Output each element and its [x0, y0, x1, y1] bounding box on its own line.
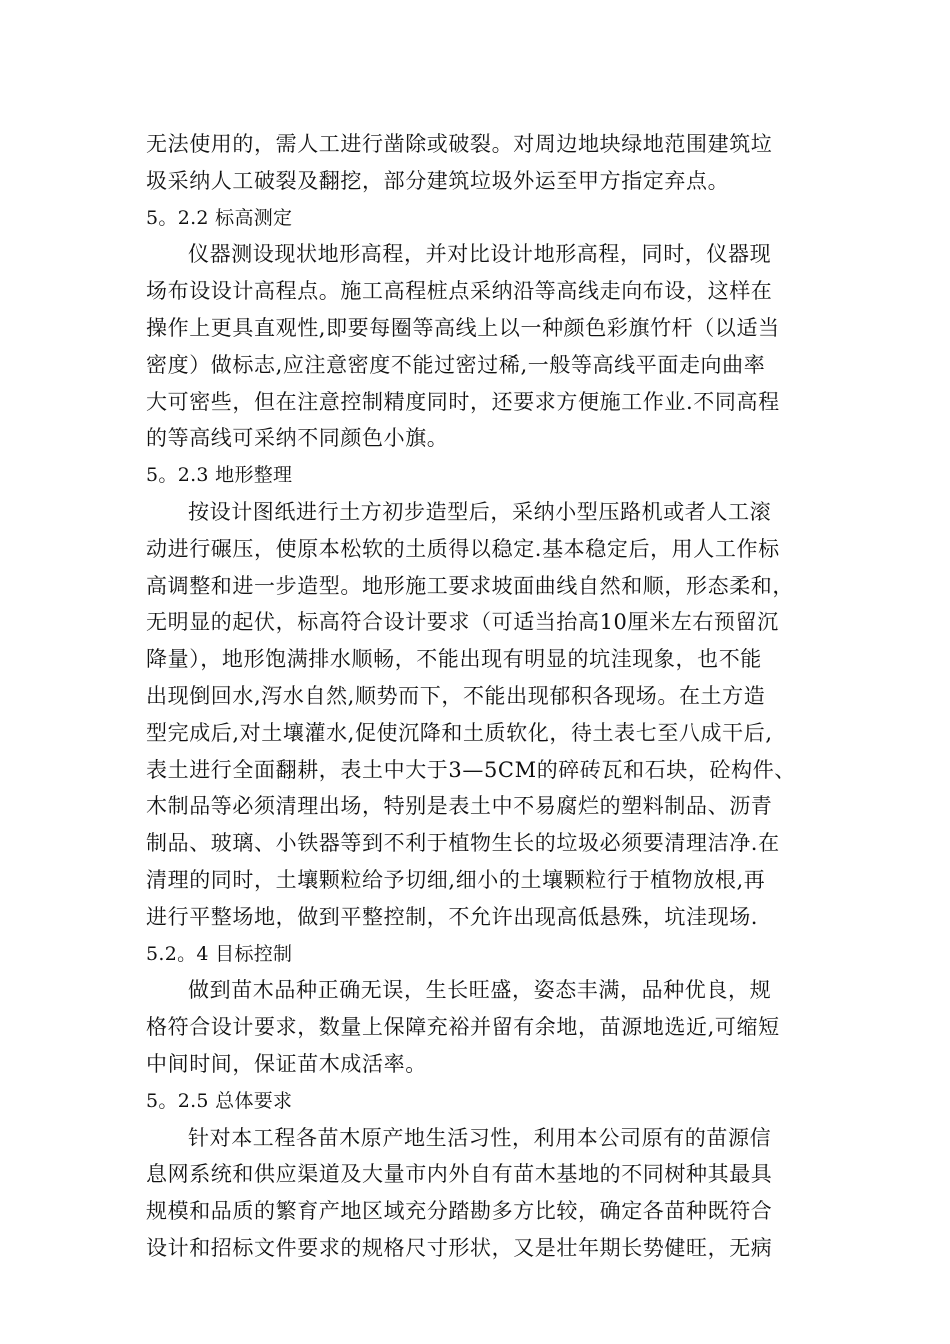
text-line: 的等高线可采纳不同颜色小旗。 [146, 426, 449, 451]
text-line: 木制品等必须清理出场，特别是表土中不易腐烂的塑料制品、沥青 [146, 794, 773, 819]
text-line: 设计和招标文件要求的规格尺寸形状，又是壮年期长势健旺，无病 [146, 1235, 773, 1260]
paragraph-first-line: 做到苗木品种正确无误，生长旺盛，姿态丰满，品种优良，规 [188, 978, 772, 1003]
document-body [146, 126, 826, 1267]
section-heading: 5。2.5 总体要求 [146, 1089, 293, 1112]
text-line: 格符合设计要求，数量上保障充裕并留有余地，苗源地选近,可缩短 [146, 1015, 780, 1040]
paragraph-first-line: 针对本工程各苗木原产地生活习性，利用本公司原有的苗源信 [188, 1125, 772, 1150]
paragraph-first-line: 仪器测设现状地形高程，并对比设计地形高程，同时，仪器现 [188, 242, 772, 267]
text-line: 出现倒回水,泻水自然,顺势而下，不能出现郁积各现场。在土方造 [146, 683, 766, 708]
text-line: 中间时间，保证苗木成活率。 [146, 1051, 427, 1076]
text-line: 规模和品质的繁育产地区域充分踏勘多方比较，确定各苗种既符合 [146, 1199, 773, 1224]
text-line: 清理的同时，土壤颗粒给予切细,细小的土壤颗粒行于植物放根,再 [146, 867, 766, 892]
paragraph-first-line: 按设计图纸进行土方初步造型后，采纳小型压路机或者人工滚 [188, 499, 772, 524]
text-line: 场布设设计高程点。施工高程桩点采纳沿等高线走向布设，这样在 [146, 279, 773, 304]
text-line: 高调整和进一步造型。地形施工要求坡面曲线自然和顺，形态柔和， [146, 573, 794, 598]
text-line: 型完成后,对土壤灌水,促使沉降和土质软化，待土表七至八成干后, [146, 720, 773, 745]
text-line: 表土进行全面翻耕，表土中大于3—5CM的碎砖瓦和石块，砼构件、 [146, 757, 796, 782]
text-line: 息网系统和供应渠道及大量市内外自有苗木基地的不同树种其最具 [146, 1162, 773, 1187]
text-line: 制品、玻璃、小铁器等到不利于植物生长的垃圾必须要清理洁净.在 [146, 831, 780, 856]
section-heading: 5。2.2 标高测定 [146, 206, 293, 229]
text-line: 动进行碾压，使原本松软的土质得以稳定.基本稳定后，用人工作标 [146, 536, 780, 561]
section-heading: 5.2。4 目标控制 [146, 942, 293, 965]
text-line: 密度）做标志,应注意密度不能过密过稀,一般等高线平面走向曲率 [146, 352, 766, 377]
text-line: 大可密些，但在注意控制精度同时，还要求方便施工作业.不同高程 [146, 389, 780, 414]
text-line: 无明显的起伏，标高符合设计要求（可适当抬高10厘米左右预留沉 [146, 610, 779, 635]
text-line: 无法使用的，需人工进行凿除或破裂。对周边地块绿地范围建筑垃 [146, 132, 773, 156]
text-line: 圾采纳人工破裂及翻挖，部分建筑垃圾外运至甲方指定弃点。 [146, 168, 730, 193]
section-heading: 5。2.3 地形整理 [146, 464, 293, 487]
text-line: 降量），地形饱满排水顺畅，不能出现有明显的坑洼现象，也不能 [146, 647, 762, 672]
text-line: 操作上更具直观性,即要每圈等高线上以一种颜色彩旗竹杆（以适当 [146, 315, 780, 340]
text-line: 进行平整场地，做到平整控制，不允许出现高低悬殊，坑洼现场. [146, 904, 759, 929]
